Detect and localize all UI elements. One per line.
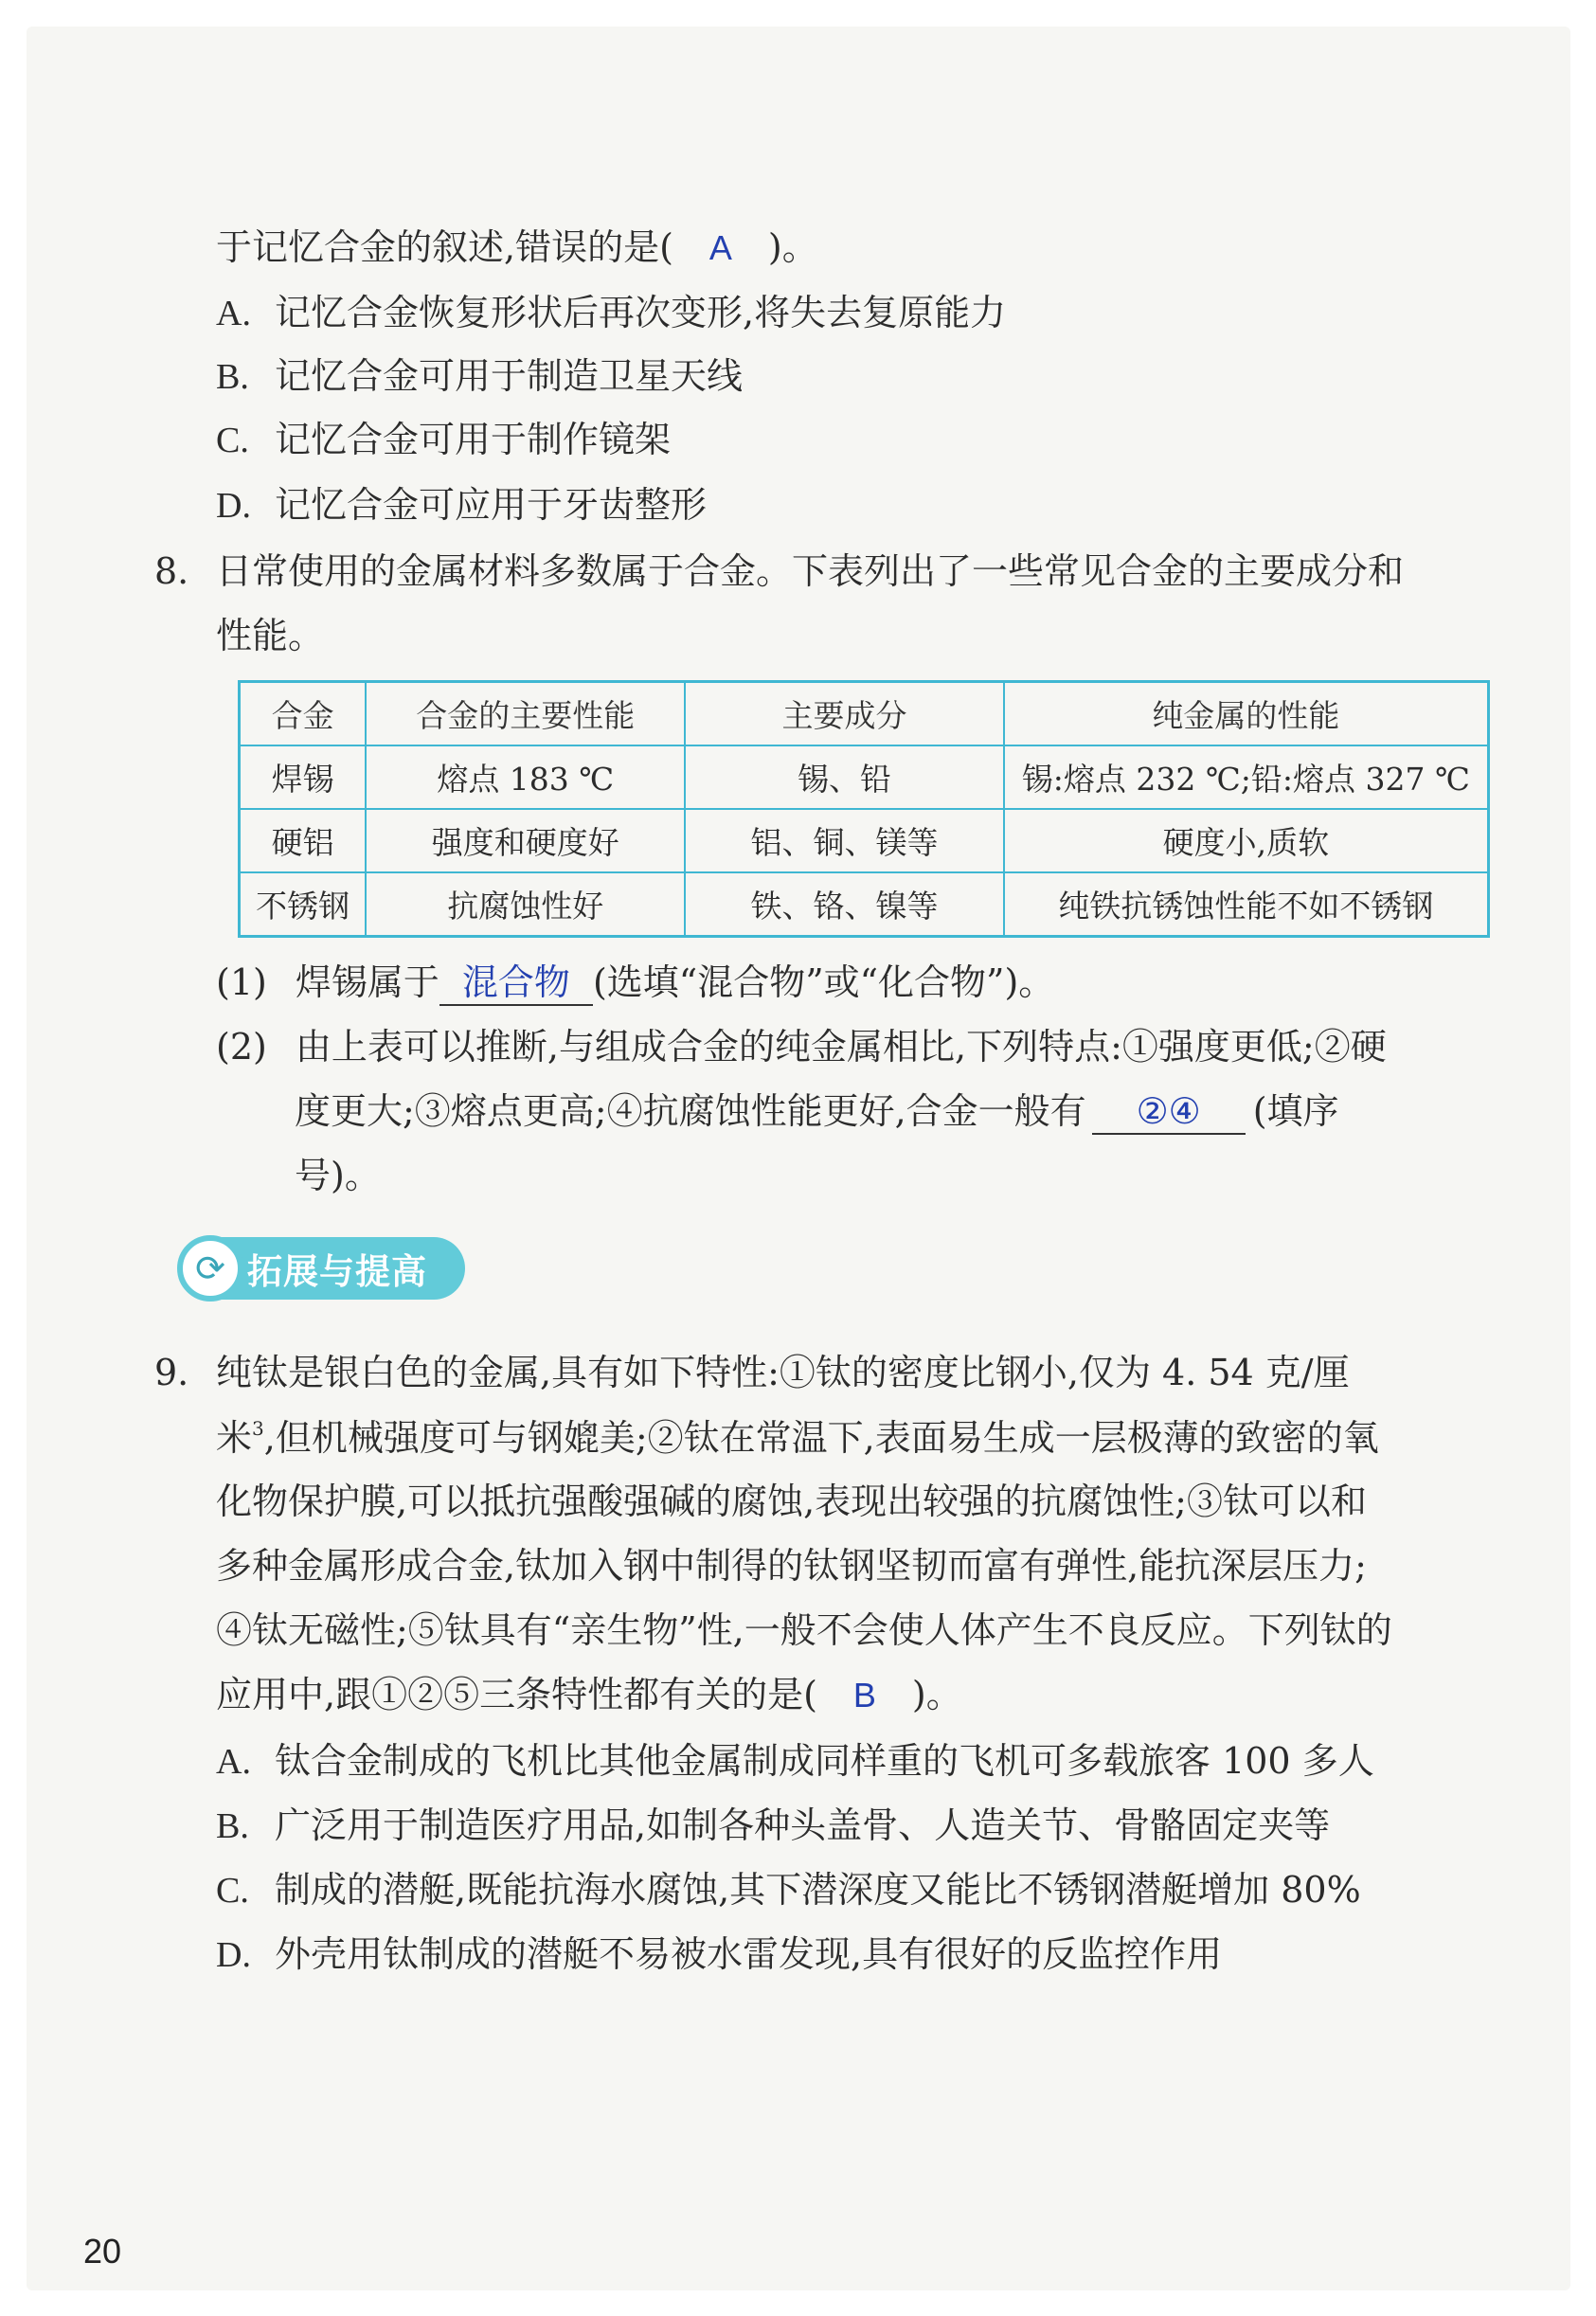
table-cell: 铁、铬、镍等 [685, 872, 1004, 937]
sub2-line1: 由上表可以推断,与组成合金的纯金属相比,下列特点:①强度更低;②硬 [295, 1026, 1387, 1068]
q7-option-a [216, 292, 1007, 333]
q9-line2-text: ,但机械强度可与钢媲美;②钛在常温下,表面易生成一层极薄的致密的氧 [263, 1417, 1379, 1459]
option-letter: D. [216, 1935, 251, 1975]
section-badge [183, 1237, 465, 1300]
option-letter: D. [216, 486, 251, 526]
option-text: 制成的潜艇,既能抗海水腐蚀,其下潜深度又能比不锈钢潜艇增加 80% [275, 1869, 1361, 1911]
table-cell: 硬度小,质软 [1004, 809, 1489, 872]
q7-stem [216, 226, 818, 268]
sub-label: (2) [216, 1026, 267, 1068]
option-text: 记忆合金可应用于牙齿整形 [275, 484, 708, 526]
table-cell: 抗腐蚀性好 [366, 872, 685, 937]
q9-answer: B [852, 1676, 876, 1715]
option-text: 记忆合金恢复形状后再次变形,将失去复原能力 [275, 292, 1007, 333]
q7-answer: A [708, 228, 732, 267]
table-row [240, 809, 1489, 872]
table-header-row [240, 682, 1489, 746]
q8-sub2-line3: 号)。 [295, 1155, 381, 1196]
q9-line2 [216, 1417, 1379, 1459]
q8-sub1 [216, 961, 1055, 1006]
option-text: 钛合金制成的飞机比其他金属制成同样重的飞机可多载旅客 100 多人 [275, 1740, 1374, 1782]
table-header-cell: 主要成分 [685, 682, 1004, 746]
option-letter: B. [216, 357, 249, 397]
q8-stem-line2: 性能。 [216, 615, 325, 656]
table-cell: 锡:熔点 232 ℃;铅:熔点 327 ℃ [1004, 745, 1489, 809]
option-text: 记忆合金可用于制作镜架 [275, 419, 672, 460]
q9-line4: 多种金属形成合金,钛加入钢中制得的钛钢坚韧而富有弹性,能抗深层压力; [216, 1545, 1367, 1587]
q9-line3: 化物保护膜,可以抵抗强酸强碱的腐蚀,表现出较强的抗腐蚀性;③钛可以和 [216, 1481, 1367, 1522]
table-cell: 强度和硬度好 [366, 809, 685, 872]
table-header-cell: 纯金属的性能 [1004, 682, 1489, 746]
table-cell: 熔点 183 ℃ [366, 745, 685, 809]
q7-option-b [216, 355, 744, 397]
sub-label: (1) [216, 961, 267, 1003]
table-row [240, 745, 1489, 809]
option-text: 记忆合金可用于制造卫星天线 [275, 355, 744, 397]
table-cell: 不锈钢 [240, 872, 367, 937]
alloy-table [238, 680, 1490, 938]
option-text: 广泛用于制造医疗用品,如制各种头盖骨、人造关节、骨骼固定夹等 [275, 1804, 1331, 1846]
q9-line6 [216, 1674, 962, 1715]
q7-option-c [216, 419, 672, 460]
q8-number: 8. [154, 550, 189, 592]
section-title: 拓展与提高 [247, 1251, 427, 1292]
option-letter: A. [216, 294, 251, 333]
q8-stem-line1: 日常使用的金属材料多数属于合金。下表列出了一些常见合金的主要成分和 [216, 550, 1405, 592]
page [27, 27, 1570, 2290]
table-cell: 铝、铜、镁等 [685, 809, 1004, 872]
sub2-answer-blank: ②④ [1092, 1093, 1246, 1135]
table-cell: 焊锡 [240, 745, 367, 809]
table-header-cell: 合金的主要性能 [366, 682, 685, 746]
q9-superscript: 3 [252, 1417, 264, 1440]
q7-option-d [216, 484, 708, 526]
option-letter: A. [216, 1742, 251, 1782]
option-text: 外壳用钛制成的潜艇不易被水雷发现,具有很好的反监控作用 [275, 1933, 1223, 1975]
q9-question-end: )。 [911, 1674, 962, 1715]
sub1-text-end: (选填“混合物”或“化合物”)。 [592, 961, 1055, 1003]
table-row [240, 872, 1489, 937]
page-number: 20 [83, 2232, 122, 2271]
q8-sub2-label-row [216, 1026, 1387, 1068]
sub1-text: 焊锡属于 [295, 961, 439, 1003]
table-cell: 纯铁抗锈蚀性能不如不锈钢 [1004, 872, 1489, 937]
table-header-cell: 合金 [240, 682, 367, 746]
q9-line1: 纯钛是银白色的金属,具有如下特性:①钛的密度比钢小,仅为 4. 54 克/厘 [216, 1352, 1350, 1393]
q9-unit: 米 [216, 1417, 253, 1459]
option-letter: C. [216, 1871, 249, 1911]
q9-option-d [216, 1933, 1223, 1975]
option-letter: C. [216, 421, 249, 460]
q9-line5: ④钛无磁性;⑤钛具有“亲生物”性,一般不会使人体产生不良反应。下列钛的 [216, 1609, 1392, 1651]
q7-stem-text: 于记忆合金的叙述,错误的是( [216, 226, 673, 268]
q9-number: 9. [154, 1352, 189, 1393]
table-cell: 锡、铅 [685, 745, 1004, 809]
sub2-line2-text: 度更大;③熔点更高;④抗腐蚀性能更好,合金一般有 [295, 1090, 1086, 1132]
q9-question-text: 应用中,跟①②⑤三条特性都有关的是( [216, 1674, 817, 1715]
q9-option-b [216, 1804, 1331, 1846]
q9-option-c [216, 1869, 1361, 1911]
q9-option-a [216, 1740, 1374, 1782]
refresh-cycle-icon: ⟳ [177, 1235, 243, 1302]
table-cell: 硬铝 [240, 809, 367, 872]
sub2-line2-end: (填序 [1252, 1090, 1339, 1132]
sub1-answer-blank: 混合物 [439, 964, 593, 1006]
option-letter: B. [216, 1806, 249, 1846]
q7-stem-end: )。 [767, 226, 818, 268]
q8-sub2-line2 [295, 1090, 1339, 1135]
